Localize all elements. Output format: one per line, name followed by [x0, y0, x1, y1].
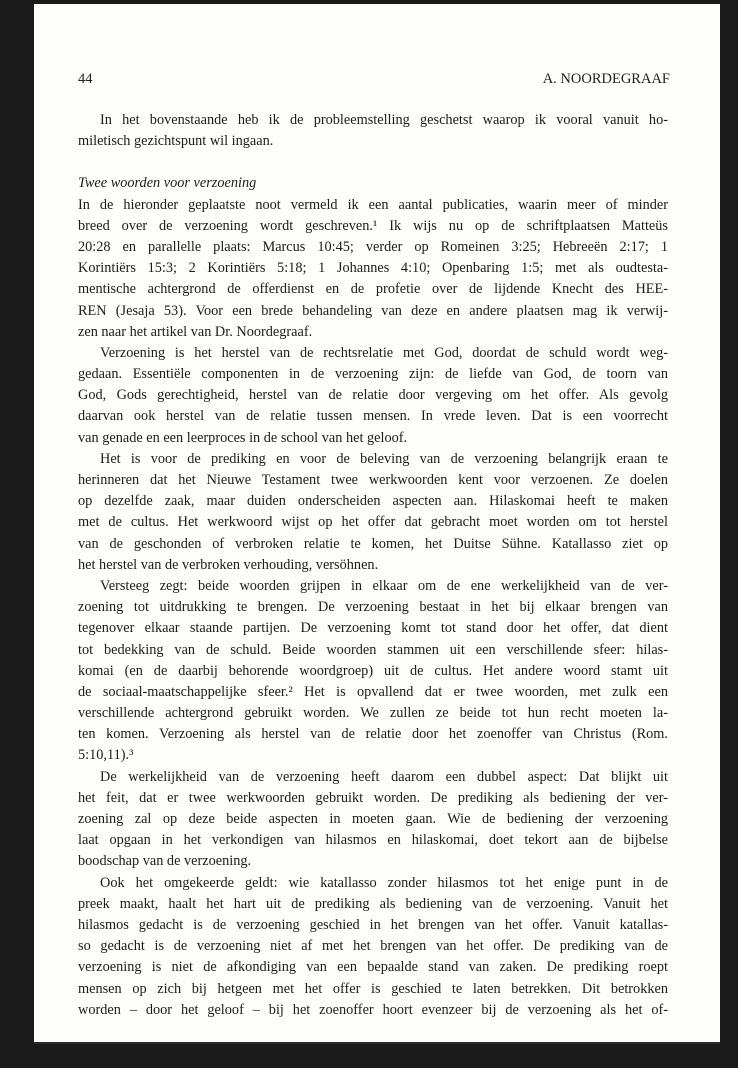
text-line: verzoening is niet de afkondiging van een bepaalde stand van zaken. De prediking roept	[78, 959, 668, 976]
text-line: van genade en een leerproces in de school van het geloof.	[78, 429, 408, 446]
text-line: zen naar het artikel van Dr. Noordegraaf.	[78, 323, 313, 340]
spacer	[78, 152, 668, 173]
paragraph	[78, 873, 668, 1021]
text-line: miletisch gezichtspunt wil ingaan.	[78, 133, 274, 150]
text-line: worden – door het geloof – bij het zoenoffer hoort evenzeer bij de verzoening als het of-	[78, 1001, 668, 1018]
text-line: zoening tot uitdrukking te brengen. De verzoening bestaat in het bij elkaar brengen van	[78, 599, 668, 616]
text-line: tegenover elkaar staande partijen. De verzoening komt tot stand door het offer, dat dient	[78, 620, 668, 637]
text-line: komai (en de daarbij behorende woordgroep) uit de cultus. Het andere woord stamt uit	[78, 662, 668, 679]
intro-paragraph	[78, 110, 668, 152]
text-line: REN (Jesaja 53). Voor een brede behandeling van deze en andere plaatsen mag ik verwij-	[78, 302, 668, 319]
text-line: ten komen. Verzoening als herstel van de relatie door het zoenoffer van Christus (Rom.	[78, 726, 668, 743]
text-line: het herstel van de verbroken verhouding, versöhnen.	[78, 556, 379, 573]
text-line: daarvan ook herstel van de relatie tussen mensen. In vrede leven. Dat is een voorrecht	[78, 408, 668, 425]
text-line: gedaan. Essentiële componenten in de verzoening zijn: de liefde van God, de toorn van	[78, 366, 668, 383]
text-line: hilasmos gedacht is de verzoening geschied in het brengen van het offer. Vanuit katallas-	[78, 916, 668, 933]
text-line: Versteeg zegt: beide woorden grijpen in elkaar om de ene werkelijkheid van de ver-	[100, 577, 668, 594]
paragraph	[78, 343, 668, 449]
text-line: mensen op zich bij hetgeen met het offer is geschied te laten betrekken. Dit betrokken	[78, 980, 668, 997]
text-line: verschillende achtergrond gebruikt worden. We zullen ze beide tot hun recht moeten la-	[78, 705, 668, 722]
paragraph	[78, 767, 668, 873]
text-line: so gedacht is de verzoening niet af met het brengen van het offer. De prediking van de	[78, 938, 668, 955]
book-page	[34, 4, 720, 1044]
text-line: mentische achtergrond de offerdienst en de profetie over de lijdende Knecht des HEE-	[78, 281, 668, 298]
text-line: Verzoening is het herstel van de rechtsrelatie met God, doordat de schuld wordt weg-	[100, 344, 668, 361]
text-line: het feit, dat er twee werkwoorden gebruikt worden. De prediking als bediening der ver-	[78, 789, 668, 806]
running-head-author: A. NOORDEGRAAF	[542, 71, 670, 87]
text-line: God, Gods gerechtigheid, herstel van de relatie door vergeving om het offer. Als gevolg	[78, 387, 668, 404]
section-heading: Twee woorden voor verzoening	[78, 175, 257, 192]
page-body	[78, 110, 668, 1021]
paragraph	[78, 576, 668, 767]
paragraph	[78, 195, 668, 343]
text-line: tot bedekking van de schuld. Beide woorden stammen uit een verschillende sfeer: hilas-	[78, 641, 668, 658]
text-line: 20:28 en parallelle plaats: Marcus 10:45; verder op Romeinen 3:25; Hebreeën 2:17; 1	[78, 238, 668, 255]
text-line: preek maakt, haalt het hart uit de prediking als bediening van de verzoening. Vanuit het	[78, 895, 668, 912]
text-line: van de geschonden of verbroken relatie te komen, het Duitse Sühne. Katallasso ziet op	[78, 535, 668, 552]
text-line: Korintiërs 15:3; 2 Korintiërs 5:18; 1 Johannes 4:10; Openbaring 1:5; met als oudtesta-	[78, 260, 668, 277]
paragraph	[78, 449, 668, 576]
text-line: laat opgaan in het verkondigen van hilasmos en hilaskomai, doet tekort aan de bijbelse	[78, 832, 668, 849]
text-line: Ook het omgekeerde geldt: wie katallasso zonder hilasmos tot het enige punt in de	[100, 874, 668, 891]
text-line: 5:10,11).³	[78, 747, 134, 764]
text-line: Het is voor de prediking en voor de beleving van de verzoening belangrijk eraan te	[100, 450, 668, 467]
text-line: De werkelijkheid van de verzoening heeft daarom een dubbel aspect: Dat blijkt uit	[100, 768, 668, 785]
text-line: breed over de verzoening wordt geschreven.¹ Ik wijs nu op de schriftplaatsen Matteüs	[78, 217, 668, 234]
page-number: 44	[78, 71, 93, 87]
running-header	[78, 71, 670, 88]
text-line: In het bovenstaande heb ik de probleemstelling geschetst waarop ik vooral vanuit ho-	[100, 112, 668, 128]
text-line: zoening zal op deze beide aspecten in moeten gaan. Wie de bediening der verzoening	[78, 811, 668, 827]
text-line: In de hieronder geplaatste noot vermeld ik een aantal publicaties, waarin meer of minder	[78, 196, 668, 213]
text-line: boodschap van de verzoening.	[78, 853, 252, 870]
text-line: met de cultus. Het werkwoord wijst op het offer dat gebracht moet worden om tot herstel	[78, 514, 668, 531]
text-line: herinneren dat het Nieuwe Testament twee werkwoorden kent voor verzoenen. Ze doelen	[78, 472, 668, 488]
text-line: de sociaal-maatschappelijke sfeer.² Het is opvallend dat er twee woorden, met zulk een	[78, 683, 668, 700]
text-line: op dezelfde zaak, maar duiden onderscheiden aspecten aan. Hilaskomai heeft te maken	[78, 493, 668, 510]
